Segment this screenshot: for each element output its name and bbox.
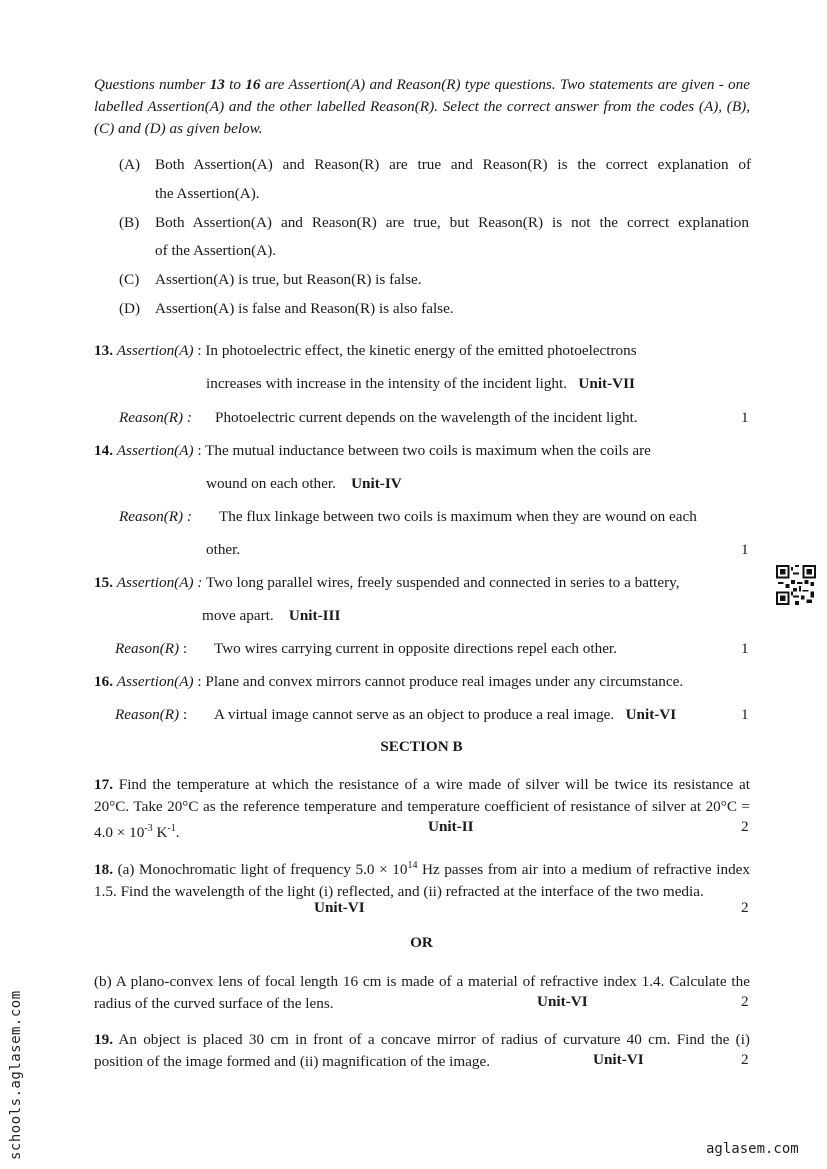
q14-unit: Unit-IV [351,475,402,492]
q15-unit: Unit-III [288,607,341,624]
q14-assertion: 14. Assertion(A) : The mutual inductance between two coils is maximum when the coils are [94,442,651,459]
q16-assertion: 16. Assertion(A) : Plane and convex mirrors cannot produce real images under any circumstance. [94,673,684,690]
q15-assertion-line2: move apart. Unit-III [202,607,341,624]
q18-text: 18. (a) Monochromatic light of frequency $5.0 \times 10^{14}$ Hz passes from air into a medium of refractive index 1.5. Find the wavelength of the light (i) reflected, and (ii) refracted at the interface of the two media. [94,860,750,901]
q17-marks: 2 [741,818,749,835]
q15-assertion: 15. Assertion(A) : Two long parallel wires, freely suspended and connected in series to a battery, [94,574,680,591]
q16-marks: 1 [741,706,749,723]
or-separator: OR [410,934,433,951]
q18b-text: (b) A plano-convex lens of focal length 16 cm is made of a material of refractive index 1.4. Calculate the radius of the curved surface of the lens. [94,973,750,1012]
option-b-code: (B) [119,214,140,231]
q16-reason-text: A virtual image cannot serve as an object to produce a real image. Unit-VI [214,706,677,723]
q13-unit: Unit-VII [578,375,635,392]
watermark-bottom: aglasem.com [706,1141,799,1157]
section-heading: SECTION B [380,738,463,755]
option-d-code: (D) [119,300,141,317]
q17-text: 17. Find the temperature at which the resistance of a wire made of silver will be twice its resistance at 20°C. Take 20°C as the reference temperature and temperature coefficient of resistance of silver at $20^\circ C = 4.0 \times 10^{-3}$ $K^{-1}$. [94,776,750,842]
q14-reason-label: Reason(R) : [119,508,192,525]
qr-code-icon [776,565,816,605]
q15-reason-text: Two wires carrying current in opposite directions repel each other. [214,640,617,657]
watermark-side: schools.aglasem.com [8,990,24,1160]
q16-unit: Unit-VI [625,706,677,723]
q14-marks: 1 [741,541,749,558]
option-c-line1: Assertion(A) is true, but Reason(R) is false. [155,271,422,288]
q18b-unit: Unit-VI [537,993,588,1010]
q13-reason-text: Photoelectric current depends on the wavelength of the incident light. [215,409,638,426]
q13-marks: 1 [741,409,749,426]
q14-reason-line1: The flux linkage between two coils is maximum when they are wound on each [219,508,697,525]
option-b-line2: of the Assertion(A). [155,242,277,259]
q17-unit: Unit-II [428,818,474,835]
q18-marks: 2 [741,899,749,916]
q13-assertion: 13. Assertion(A) : In photoelectric effect, the kinetic energy of the emitted photoelectrons [94,342,637,359]
option-b-line1: Both Assertion(A) and Reason(R) are true, but Reason(R) is not the correct explanation [155,214,749,231]
q15-marks: 1 [741,640,749,657]
q18b-marks: 2 [741,993,749,1010]
option-a-line2: the Assertion(A). [155,185,260,202]
option-d-line1: Assertion(A) is false and Reason(R) is also false. [155,300,454,317]
q19-marks: 2 [741,1051,749,1068]
instructions: Questions number 13 to 16 are Assertion(A) and Reason(R) type questions. Two statements are given - one labelled Assertion(A) and the other labelled Reason(R). Select the correct answer from the codes (A), (B), (C) and (D) as given below. [94,76,750,137]
q13-reason-label: Reason(R) : [119,409,192,426]
q13-assertion-line2: increases with increase in the intensity of the incident light. Unit-VII [206,375,635,392]
q19-unit: Unit-VI [593,1051,644,1068]
q18-unit: Unit-VI [314,899,365,916]
q16-reason-label: Reason(R) : [115,706,188,723]
option-a-code: (A) [119,156,141,173]
q15-reason-label: Reason(R) : [115,640,188,657]
option-a-line1: Both Assertion(A) and Reason(R) are true and Reason(R) is the correct explanation of [155,156,751,173]
q14-assertion-line2: wound on each other. Unit-IV [206,475,402,492]
q14-reason-line2: other. [206,541,241,558]
q19-text: 19. An object is placed 30 cm in front of a concave mirror of radius of curvature 40 cm. Find the (i) position of the image formed and (ii) magnification of the image. [94,1031,750,1070]
option-c-code: (C) [119,271,140,288]
